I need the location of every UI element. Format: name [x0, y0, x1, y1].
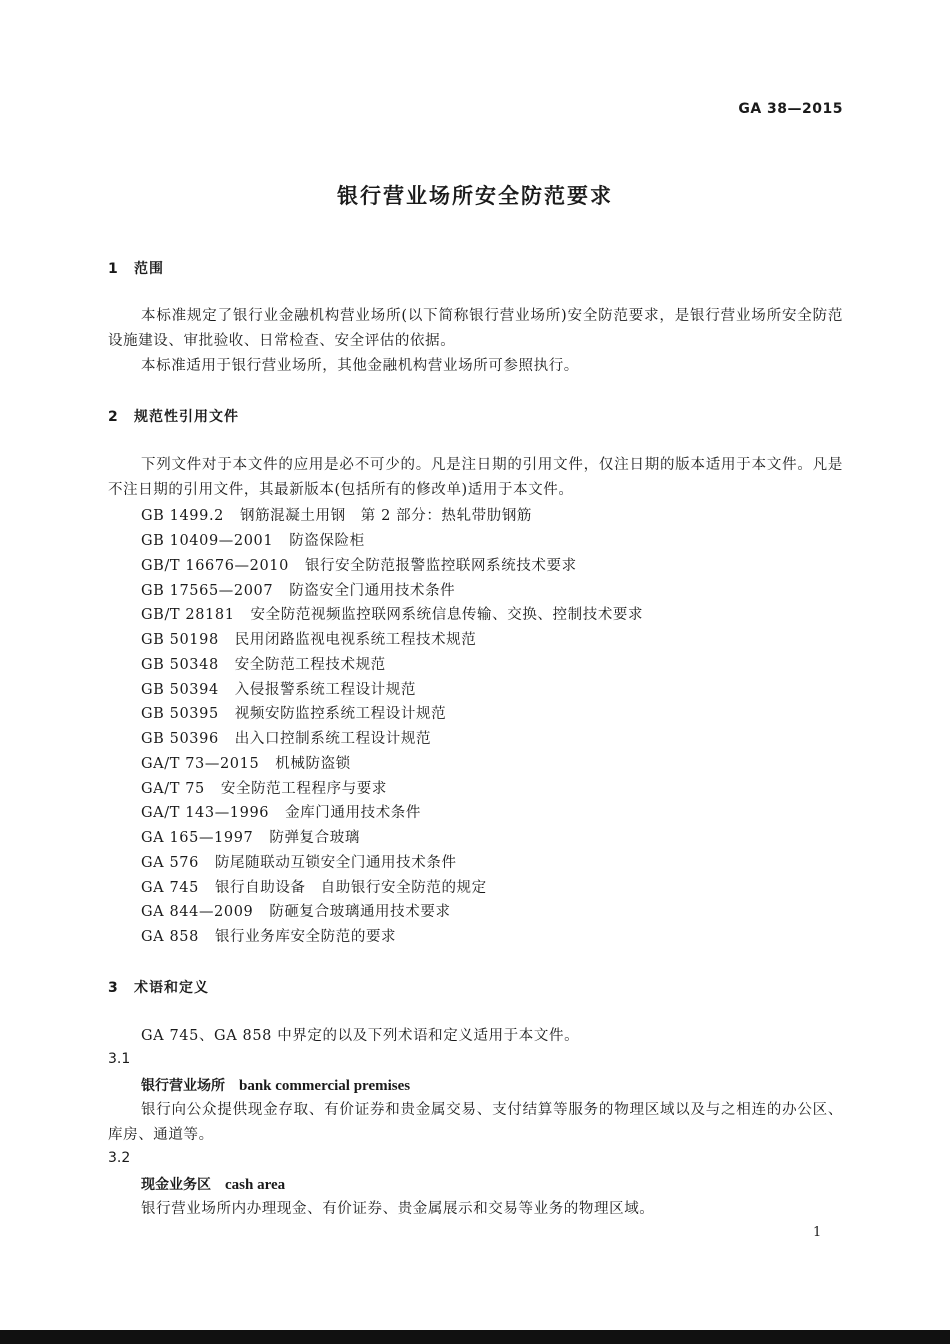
reference-title: 机械防盗锁 [275, 756, 351, 772]
term-english: bank commercial premises [239, 1078, 411, 1094]
reference-title: 防盗安全门通用技术条件 [289, 583, 456, 599]
reference-title: 安全防范工程程序与要求 [220, 781, 387, 797]
reference-code: GB/T 28181 [141, 607, 235, 623]
reference-item [141, 876, 487, 897]
reference-title: 出入口控制系统工程设计规范 [234, 731, 432, 747]
page-bottom-bar [0, 1330, 950, 1344]
reference-title: 金库门通用技术条件 [285, 805, 422, 821]
reference-title: 防砸复合玻璃通用技术要求 [269, 904, 451, 920]
reference-title: 银行安全防范报警监控联网系统技术要求 [304, 558, 577, 574]
reference-item [141, 603, 643, 624]
reference-item [141, 752, 351, 773]
reference-code: GA 745 [141, 880, 199, 896]
reference-title: 防尾随联动互锁安全门通用技术条件 [214, 855, 457, 871]
reference-code: GB/T 16676—2010 [141, 558, 289, 574]
section-title: 规范性引用文件 [134, 409, 239, 425]
reference-code: GA 858 [141, 929, 199, 945]
reference-title: 防盗保险柜 [289, 533, 365, 549]
scope-paragraph-1: 本标准规定了银行业金融机构营业场所(以下简称银行营业场所)安全防范要求，是银行营业场所安全防范设施建设、审批验收、日常检查、安全评估的依据。 [108, 308, 843, 349]
reference-code: GA 576 [141, 855, 199, 871]
reference-code: GA 165—1997 [141, 830, 254, 846]
standard-code: GA 38—2015 [738, 101, 843, 117]
clause-number: 3.2 [108, 1150, 131, 1166]
reference-item [141, 554, 577, 575]
term-definition: 银行向公众提供现金存取、有价证券和贵金属交易、支付结算等服务的物理区域以及与之相连的办公区、库房、通道等。 [108, 1102, 843, 1143]
section-heading-scope [108, 258, 164, 278]
reference-item [141, 678, 416, 699]
reference-code: GA/T 143—1996 [141, 805, 270, 821]
reference-code: GB 1499.2 [141, 508, 224, 524]
reference-code: GB 50348 [141, 657, 219, 673]
reference-title: 安全防范视频监控联网系统信息传输、交换、控制技术要求 [250, 607, 644, 623]
reference-item [141, 628, 476, 649]
section-number: 1 [108, 261, 119, 277]
reference-code: GB 17565—2007 [141, 583, 274, 599]
reference-item [141, 579, 455, 600]
reference-code: GA/T 75 [141, 781, 205, 797]
term-heading [141, 1174, 285, 1194]
reference-title: 银行自助设备 自助银行安全防范的规定 [214, 880, 487, 896]
section-number: 3 [108, 980, 119, 996]
terms-intro-paragraph: GA 745、GA 858 中界定的以及下列术语和定义适用于本文件。 [141, 1028, 580, 1044]
reference-code: GB 50198 [141, 632, 219, 648]
reference-code: GB 10409—2001 [141, 533, 274, 549]
page-number: 1 [813, 1225, 822, 1240]
reference-item [141, 900, 451, 921]
reference-item [141, 504, 532, 525]
reference-title: 视频安防监控系统工程设计规范 [234, 706, 447, 722]
reference-code: GB 50396 [141, 731, 219, 747]
references-intro-paragraph: 下列文件对于本文件的应用是必不可少的。凡是注日期的引用文件，仅注日期的版本适用于本文件。凡是不注日期的引用文件，其最新版本(包括所有的修改单)适用于本文件。 [108, 457, 843, 498]
reference-title: 银行业务库安全防范的要求 [214, 929, 397, 945]
document-title: 银行营业场所安全防范要求 [337, 184, 613, 208]
section-heading-terms-definitions [108, 977, 209, 997]
reference-item [141, 529, 365, 550]
section-title: 术语和定义 [134, 980, 209, 996]
term-chinese: 现金业务区 [141, 1177, 211, 1193]
reference-code: GB 50394 [141, 682, 219, 698]
reference-title: 入侵报警系统工程设计规范 [234, 682, 416, 698]
reference-item [141, 727, 431, 748]
section-title: 范围 [134, 261, 164, 277]
reference-code: GA/T 73—2015 [141, 756, 260, 772]
reference-item [141, 777, 387, 798]
reference-code: GA 844—2009 [141, 904, 254, 920]
section-heading-normative-references [108, 406, 239, 426]
term-heading [141, 1075, 410, 1095]
reference-item [141, 653, 386, 674]
reference-item [141, 925, 396, 946]
reference-title: 钢筋混凝土用钢 第 2 部分：热轧带肋钢筋 [239, 508, 533, 524]
section-number: 2 [108, 409, 119, 425]
term-chinese: 银行营业场所 [141, 1078, 225, 1094]
reference-item [141, 801, 421, 822]
reference-title: 安全防范工程技术规范 [234, 657, 386, 673]
term-english: cash area [225, 1177, 286, 1193]
scope-paragraph-2: 本标准适用于银行营业场所，其他金融机构营业场所可参照执行。 [141, 358, 579, 374]
term-definition: 银行营业场所内办理现金、有价证券、贵金属展示和交易等业务的物理区域。 [141, 1201, 655, 1217]
reference-title: 防弹复合玻璃 [269, 830, 360, 846]
reference-code: GB 50395 [141, 706, 219, 722]
reference-title: 民用闭路监视电视系统工程技术规范 [234, 632, 477, 648]
reference-item [141, 702, 446, 723]
reference-item [141, 851, 457, 872]
clause-number: 3.1 [108, 1051, 131, 1067]
reference-item [141, 826, 360, 847]
